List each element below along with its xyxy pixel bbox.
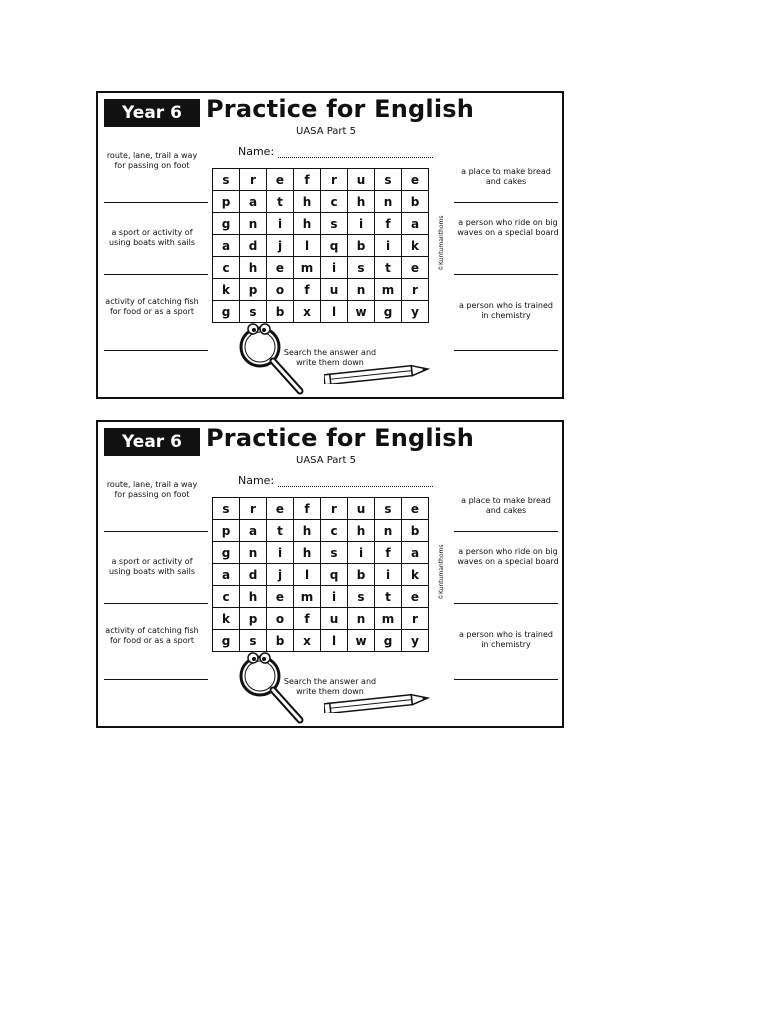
grid-cell[interactable]: t (267, 520, 294, 542)
answer-line-right-3[interactable] (454, 350, 558, 351)
grid-cell[interactable]: f (294, 279, 321, 301)
grid-cell[interactable]: h (240, 257, 267, 279)
grid-cell[interactable]: e (402, 586, 429, 608)
grid-cell[interactable]: u (321, 608, 348, 630)
grid-cell[interactable]: a (240, 520, 267, 542)
grid-cell[interactable]: l (294, 564, 321, 586)
grid-cell[interactable]: f (294, 608, 321, 630)
answer-line-left-2[interactable] (104, 603, 208, 604)
grid-cell[interactable]: s (348, 586, 375, 608)
clue-left-3: activity of catching fish for food or as a sport (105, 626, 199, 645)
grid-cell[interactable]: r (402, 608, 429, 630)
grid-cell[interactable]: k (402, 564, 429, 586)
grid-cell[interactable]: l (321, 301, 348, 323)
grid-cell[interactable]: b (348, 564, 375, 586)
grid-cell[interactable]: y (402, 301, 429, 323)
grid-cell[interactable]: i (375, 235, 402, 257)
grid-row (213, 235, 429, 257)
answer-line-left-3[interactable] (104, 679, 208, 680)
grid-cell[interactable]: p (240, 608, 267, 630)
grid-cell[interactable]: h (348, 520, 375, 542)
grid-cell[interactable]: s (375, 169, 402, 191)
grid-cell[interactable]: g (213, 301, 240, 323)
grid-cell[interactable]: o (267, 608, 294, 630)
grid-cell[interactable]: n (375, 520, 402, 542)
credit-text: ©Kuntumanthoms (438, 544, 445, 600)
answer-line-left-1[interactable] (104, 531, 208, 532)
grid-cell[interactable]: t (375, 257, 402, 279)
year-badge: Year 6 (104, 428, 200, 456)
grid-row (213, 213, 429, 235)
grid-cell[interactable]: o (267, 279, 294, 301)
grid-cell[interactable]: r (321, 498, 348, 520)
word-search-grid (212, 497, 429, 652)
grid-cell[interactable]: j (267, 235, 294, 257)
grid-cell[interactable]: a (402, 213, 429, 235)
clue-left-3: activity of catching fish for food or as a sport (105, 297, 199, 316)
grid-cell[interactable]: b (348, 235, 375, 257)
grid-cell[interactable]: u (348, 498, 375, 520)
grid-row (213, 608, 429, 630)
grid-row (213, 191, 429, 213)
grid-cell[interactable]: x (294, 630, 321, 652)
grid-cell[interactable]: i (375, 564, 402, 586)
grid-cell[interactable]: c (321, 520, 348, 542)
grid-cell[interactable]: c (213, 257, 240, 279)
worksheet-card-1 (96, 91, 564, 399)
grid-cell[interactable]: i (321, 257, 348, 279)
grid-cell[interactable]: b (402, 191, 429, 213)
grid-cell[interactable]: g (213, 542, 240, 564)
clue-left-1: route, lane, trail a way for passing on foot (106, 480, 198, 499)
grid-row (213, 586, 429, 608)
grid-cell[interactable]: l (294, 235, 321, 257)
grid-cell[interactable]: k (402, 235, 429, 257)
grid-cell[interactable]: u (348, 169, 375, 191)
grid-cell[interactable]: i (348, 213, 375, 235)
worksheet-subtitle: UASA Part 5 (296, 455, 356, 466)
credit-text: ©Kuntumanthoms (438, 215, 445, 271)
grid-cell[interactable]: m (375, 279, 402, 301)
pencil-icon (324, 693, 436, 713)
grid-cell[interactable]: r (402, 279, 429, 301)
grid-cell[interactable]: r (240, 498, 267, 520)
worksheet-title: Practice for English (206, 424, 475, 452)
grid-cell[interactable]: y (402, 630, 429, 652)
worksheet-title: Practice for English (206, 95, 475, 123)
grid-cell[interactable]: f (294, 169, 321, 191)
grid-cell[interactable]: f (375, 213, 402, 235)
grid-cell[interactable]: e (402, 169, 429, 191)
grid-cell[interactable]: r (321, 169, 348, 191)
grid-row (213, 564, 429, 586)
grid-cell[interactable]: k (213, 608, 240, 630)
clue-right-3: a person who is trained in chemistry (458, 630, 553, 649)
grid-cell[interactable]: j (267, 564, 294, 586)
grid-cell[interactable]: d (240, 235, 267, 257)
grid-cell[interactable]: b (267, 630, 294, 652)
grid-row (213, 520, 429, 542)
grid-cell[interactable]: h (294, 191, 321, 213)
answer-line-right-1[interactable] (454, 202, 558, 203)
grid-cell[interactable]: i (267, 213, 294, 235)
grid-cell[interactable]: a (402, 542, 429, 564)
grid-cell[interactable]: n (348, 279, 375, 301)
grid-cell[interactable]: h (294, 542, 321, 564)
grid-cell[interactable]: s (348, 257, 375, 279)
grid-cell[interactable]: e (402, 498, 429, 520)
answer-line-right-1[interactable] (454, 531, 558, 532)
grid-cell[interactable]: p (240, 279, 267, 301)
grid-cell[interactable]: g (213, 630, 240, 652)
grid-cell[interactable]: h (294, 213, 321, 235)
search-instruction: Search the answer and write them down (283, 677, 377, 696)
name-write-line[interactable] (278, 478, 433, 487)
grid-cell[interactable]: e (267, 586, 294, 608)
grid-row (213, 542, 429, 564)
grid-cell[interactable]: h (240, 586, 267, 608)
grid-cell[interactable]: c (321, 191, 348, 213)
grid-cell[interactable]: m (294, 257, 321, 279)
grid-cell[interactable]: g (375, 630, 402, 652)
grid-cell[interactable]: d (240, 564, 267, 586)
answer-line-right-2[interactable] (454, 274, 558, 275)
grid-cell[interactable]: s (213, 169, 240, 191)
name-label: Name: (238, 145, 275, 158)
answer-line-right-2[interactable] (454, 603, 558, 604)
grid-cell[interactable]: w (348, 630, 375, 652)
grid-cell[interactable]: e (267, 169, 294, 191)
word-search-grid (212, 168, 429, 323)
pencil-icon (324, 364, 436, 384)
grid-cell[interactable]: b (402, 520, 429, 542)
grid-cell[interactable]: t (375, 586, 402, 608)
grid-cell[interactable]: c (213, 586, 240, 608)
clue-left-2: a sport or activity of using boats with sails (108, 557, 196, 576)
grid-cell[interactable]: f (375, 542, 402, 564)
grid-cell[interactable]: e (402, 257, 429, 279)
clue-right-1: a place to make bread and cakes (461, 496, 551, 515)
answer-line-left-3[interactable] (104, 350, 208, 351)
name-field[interactable] (238, 145, 433, 158)
grid-cell[interactable]: a (213, 564, 240, 586)
grid-cell[interactable]: r (240, 169, 267, 191)
grid-cell[interactable]: s (213, 498, 240, 520)
grid-cell[interactable]: a (240, 191, 267, 213)
grid-cell[interactable]: p (213, 520, 240, 542)
grid-cell[interactable]: n (240, 213, 267, 235)
clue-right-2: a person who ride on big waves on a special board (457, 218, 559, 237)
search-instruction: Search the answer and write them down (283, 348, 377, 367)
grid-cell[interactable]: e (267, 257, 294, 279)
grid-cell[interactable]: g (213, 213, 240, 235)
grid-cell[interactable]: q (321, 235, 348, 257)
grid-cell[interactable]: s (240, 630, 267, 652)
grid-row (213, 257, 429, 279)
grid-cell[interactable]: b (267, 301, 294, 323)
grid-row (213, 279, 429, 301)
grid-cell[interactable]: h (348, 191, 375, 213)
grid-cell[interactable]: t (267, 191, 294, 213)
name-field[interactable] (238, 474, 433, 487)
name-label: Name: (238, 474, 275, 487)
year-badge: Year 6 (104, 99, 200, 127)
clue-right-3: a person who is trained in chemistry (458, 301, 553, 320)
worksheet-card-2 (96, 420, 564, 728)
grid-cell[interactable]: n (348, 608, 375, 630)
grid-cell[interactable]: w (348, 301, 375, 323)
grid-row (213, 301, 429, 323)
grid-cell[interactable]: p (213, 191, 240, 213)
grid-cell[interactable]: u (321, 279, 348, 301)
grid-cell[interactable]: s (321, 542, 348, 564)
grid-cell[interactable]: i (321, 586, 348, 608)
clue-left-1: route, lane, trail a way for passing on foot (106, 151, 198, 170)
answer-line-left-2[interactable] (104, 274, 208, 275)
grid-cell[interactable]: q (321, 564, 348, 586)
grid-cell[interactable]: f (294, 498, 321, 520)
answer-line-left-1[interactable] (104, 202, 208, 203)
name-write-line[interactable] (278, 149, 433, 158)
clue-right-2: a person who ride on big waves on a special board (457, 547, 559, 566)
worksheet-subtitle: UASA Part 5 (296, 126, 356, 137)
answer-line-right-3[interactable] (454, 679, 558, 680)
grid-row (213, 169, 429, 191)
clue-right-1: a place to make bread and cakes (461, 167, 551, 186)
grid-cell[interactable]: e (267, 498, 294, 520)
grid-cell[interactable]: k (213, 279, 240, 301)
grid-cell[interactable]: n (375, 191, 402, 213)
grid-row (213, 630, 429, 652)
grid-cell[interactable]: g (375, 301, 402, 323)
grid-cell[interactable]: s (375, 498, 402, 520)
clue-left-2: a sport or activity of using boats with sails (108, 228, 196, 247)
grid-cell[interactable]: i (348, 542, 375, 564)
grid-cell[interactable]: n (240, 542, 267, 564)
grid-cell[interactable]: a (213, 235, 240, 257)
grid-row (213, 498, 429, 520)
grid-cell[interactable]: m (294, 586, 321, 608)
grid-cell[interactable]: m (375, 608, 402, 630)
grid-cell[interactable]: x (294, 301, 321, 323)
grid-cell[interactable]: i (267, 542, 294, 564)
grid-cell[interactable]: h (294, 520, 321, 542)
grid-cell[interactable]: s (321, 213, 348, 235)
grid-cell[interactable]: l (321, 630, 348, 652)
grid-cell[interactable]: s (240, 301, 267, 323)
